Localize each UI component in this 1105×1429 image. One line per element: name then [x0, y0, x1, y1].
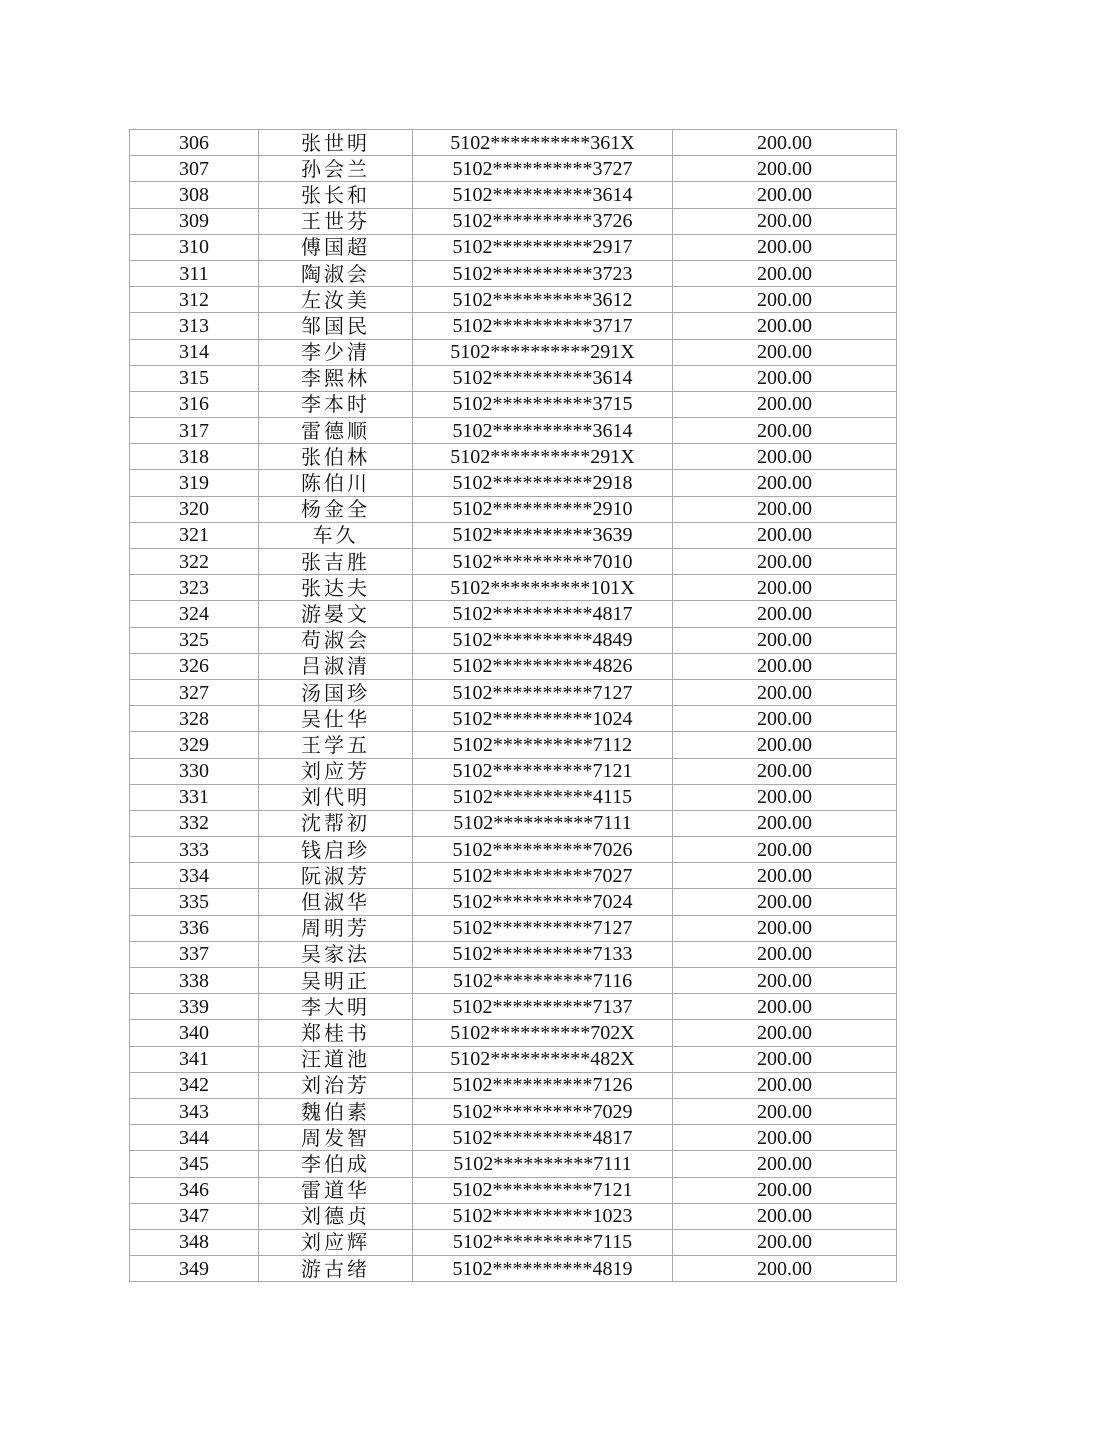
table-row	[130, 732, 897, 758]
id-number-cell: 5102**********1024	[413, 706, 673, 732]
amount-cell: 200.00	[673, 784, 897, 810]
amount-cell: 200.00	[673, 287, 897, 313]
amount-cell: 200.00	[673, 810, 897, 836]
table-row	[130, 130, 897, 156]
table-row	[130, 1046, 897, 1072]
id-number-cell: 5102**********2917	[413, 234, 673, 260]
table-row	[130, 1203, 897, 1229]
amount-cell: 200.00	[673, 522, 897, 548]
amount-cell: 200.00	[673, 1125, 897, 1151]
amount-cell: 200.00	[673, 941, 897, 967]
person-name-cell: 李少清	[259, 339, 413, 365]
row-index-cell: 345	[130, 1151, 259, 1177]
table-row	[130, 889, 897, 915]
subsidy-roster-table	[129, 129, 897, 1282]
table-row	[130, 1020, 897, 1046]
id-number-cell: 5102**********7024	[413, 889, 673, 915]
table-row	[130, 234, 897, 260]
table-row	[130, 1072, 897, 1098]
amount-cell: 200.00	[673, 863, 897, 889]
id-number-cell: 5102**********7126	[413, 1072, 673, 1098]
amount-cell: 200.00	[673, 365, 897, 391]
person-name-cell: 孙会兰	[259, 156, 413, 182]
id-number-cell: 5102**********7116	[413, 968, 673, 994]
amount-cell: 200.00	[673, 1151, 897, 1177]
person-name-cell: 游晏文	[259, 601, 413, 627]
table-row	[130, 1151, 897, 1177]
person-name-cell: 吕淑清	[259, 653, 413, 679]
person-name-cell: 阮淑芳	[259, 863, 413, 889]
id-number-cell: 5102**********3727	[413, 156, 673, 182]
amount-cell: 200.00	[673, 260, 897, 286]
id-number-cell: 5102**********7026	[413, 837, 673, 863]
row-index-cell: 313	[130, 313, 259, 339]
id-number-cell: 5102**********7112	[413, 732, 673, 758]
table-row	[130, 915, 897, 941]
table-row	[130, 1177, 897, 1203]
amount-cell: 200.00	[673, 470, 897, 496]
id-number-cell: 5102**********7127	[413, 915, 673, 941]
row-index-cell: 323	[130, 575, 259, 601]
table-row	[130, 444, 897, 470]
row-index-cell: 319	[130, 470, 259, 496]
row-index-cell: 344	[130, 1125, 259, 1151]
table-row	[130, 365, 897, 391]
amount-cell: 200.00	[673, 313, 897, 339]
amount-cell: 200.00	[673, 1020, 897, 1046]
person-name-cell: 王学五	[259, 732, 413, 758]
id-number-cell: 5102**********1023	[413, 1203, 673, 1229]
id-number-cell: 5102**********7121	[413, 1177, 673, 1203]
amount-cell: 200.00	[673, 1229, 897, 1255]
row-index-cell: 316	[130, 391, 259, 417]
amount-cell: 200.00	[673, 1046, 897, 1072]
amount-cell: 200.00	[673, 889, 897, 915]
person-name-cell: 苟淑会	[259, 627, 413, 653]
id-number-cell: 5102**********3723	[413, 260, 673, 286]
id-number-cell: 5102**********7133	[413, 941, 673, 967]
amount-cell: 200.00	[673, 915, 897, 941]
id-number-cell: 5102**********3639	[413, 522, 673, 548]
id-number-cell: 5102**********361X	[413, 130, 673, 156]
row-index-cell: 326	[130, 653, 259, 679]
person-name-cell: 李大明	[259, 994, 413, 1020]
person-name-cell: 车久	[259, 522, 413, 548]
id-number-cell: 5102**********291X	[413, 444, 673, 470]
table-row	[130, 549, 897, 575]
person-name-cell: 刘应芳	[259, 758, 413, 784]
table-row	[130, 941, 897, 967]
person-name-cell: 吴明正	[259, 968, 413, 994]
roster-table-body	[130, 130, 897, 1282]
amount-cell: 200.00	[673, 994, 897, 1020]
table-row	[130, 339, 897, 365]
id-number-cell: 5102**********2918	[413, 470, 673, 496]
id-number-cell: 5102**********7137	[413, 994, 673, 1020]
person-name-cell: 吴仕华	[259, 706, 413, 732]
amount-cell: 200.00	[673, 549, 897, 575]
id-number-cell: 5102**********4849	[413, 627, 673, 653]
table-row	[130, 601, 897, 627]
person-name-cell: 陈伯川	[259, 470, 413, 496]
row-index-cell: 346	[130, 1177, 259, 1203]
person-name-cell: 邹国民	[259, 313, 413, 339]
id-number-cell: 5102**********3612	[413, 287, 673, 313]
person-name-cell: 张达夫	[259, 575, 413, 601]
row-index-cell: 342	[130, 1072, 259, 1098]
row-index-cell: 340	[130, 1020, 259, 1046]
row-index-cell: 308	[130, 182, 259, 208]
table-row	[130, 575, 897, 601]
row-index-cell: 334	[130, 863, 259, 889]
table-row	[130, 968, 897, 994]
id-number-cell: 5102**********7115	[413, 1229, 673, 1255]
amount-cell: 200.00	[673, 1177, 897, 1203]
row-index-cell: 317	[130, 418, 259, 444]
id-number-cell: 5102**********2910	[413, 496, 673, 522]
person-name-cell: 雷德顺	[259, 418, 413, 444]
row-index-cell: 341	[130, 1046, 259, 1072]
id-number-cell: 5102**********4817	[413, 601, 673, 627]
person-name-cell: 左汝美	[259, 287, 413, 313]
row-index-cell: 332	[130, 810, 259, 836]
amount-cell: 200.00	[673, 679, 897, 705]
id-number-cell: 5102**********7111	[413, 810, 673, 836]
id-number-cell: 5102**********4817	[413, 1125, 673, 1151]
amount-cell: 200.00	[673, 391, 897, 417]
amount-cell: 200.00	[673, 496, 897, 522]
person-name-cell: 刘德贞	[259, 1203, 413, 1229]
person-name-cell: 刘应辉	[259, 1229, 413, 1255]
id-number-cell: 5102**********3614	[413, 365, 673, 391]
id-number-cell: 5102**********7029	[413, 1098, 673, 1124]
person-name-cell: 傅国超	[259, 234, 413, 260]
table-row	[130, 522, 897, 548]
id-number-cell: 5102**********4115	[413, 784, 673, 810]
person-name-cell: 刘治芳	[259, 1072, 413, 1098]
table-row	[130, 418, 897, 444]
row-index-cell: 306	[130, 130, 259, 156]
person-name-cell: 张长和	[259, 182, 413, 208]
person-name-cell: 郑桂书	[259, 1020, 413, 1046]
id-number-cell: 5102**********7121	[413, 758, 673, 784]
row-index-cell: 320	[130, 496, 259, 522]
amount-cell: 200.00	[673, 339, 897, 365]
row-index-cell: 324	[130, 601, 259, 627]
amount-cell: 200.00	[673, 653, 897, 679]
table-row	[130, 706, 897, 732]
row-index-cell: 343	[130, 1098, 259, 1124]
id-number-cell: 5102**********4826	[413, 653, 673, 679]
amount-cell: 200.00	[673, 758, 897, 784]
amount-cell: 200.00	[673, 444, 897, 470]
row-index-cell: 333	[130, 837, 259, 863]
table-row	[130, 1098, 897, 1124]
id-number-cell: 5102**********3614	[413, 182, 673, 208]
row-index-cell: 336	[130, 915, 259, 941]
person-name-cell: 雷道华	[259, 1177, 413, 1203]
row-index-cell: 327	[130, 679, 259, 705]
id-number-cell: 5102**********3717	[413, 313, 673, 339]
row-index-cell: 330	[130, 758, 259, 784]
row-index-cell: 325	[130, 627, 259, 653]
amount-cell: 200.00	[673, 1098, 897, 1124]
row-index-cell: 312	[130, 287, 259, 313]
row-index-cell: 331	[130, 784, 259, 810]
person-name-cell: 陶淑会	[259, 260, 413, 286]
table-row	[130, 496, 897, 522]
table-row	[130, 287, 897, 313]
table-row	[130, 863, 897, 889]
person-name-cell: 张吉胜	[259, 549, 413, 575]
table-row	[130, 182, 897, 208]
amount-cell: 200.00	[673, 1203, 897, 1229]
row-index-cell: 310	[130, 234, 259, 260]
row-index-cell: 318	[130, 444, 259, 470]
id-number-cell: 5102**********101X	[413, 575, 673, 601]
table-row	[130, 810, 897, 836]
person-name-cell: 张世明	[259, 130, 413, 156]
id-number-cell: 5102**********291X	[413, 339, 673, 365]
row-index-cell: 347	[130, 1203, 259, 1229]
table-row	[130, 627, 897, 653]
person-name-cell: 李本时	[259, 391, 413, 417]
amount-cell: 200.00	[673, 130, 897, 156]
id-number-cell: 5102**********7111	[413, 1151, 673, 1177]
table-row	[130, 1125, 897, 1151]
person-name-cell: 王世芬	[259, 208, 413, 234]
id-number-cell: 5102**********3715	[413, 391, 673, 417]
person-name-cell: 李熙林	[259, 365, 413, 391]
person-name-cell: 周明芳	[259, 915, 413, 941]
row-index-cell: 315	[130, 365, 259, 391]
person-name-cell: 张伯林	[259, 444, 413, 470]
table-row	[130, 653, 897, 679]
id-number-cell: 5102**********7027	[413, 863, 673, 889]
amount-cell: 200.00	[673, 601, 897, 627]
person-name-cell: 周发智	[259, 1125, 413, 1151]
amount-cell: 200.00	[673, 575, 897, 601]
amount-cell: 200.00	[673, 182, 897, 208]
amount-cell: 200.00	[673, 627, 897, 653]
amount-cell: 200.00	[673, 968, 897, 994]
id-number-cell: 5102**********7127	[413, 679, 673, 705]
row-index-cell: 335	[130, 889, 259, 915]
table-row	[130, 1229, 897, 1255]
id-number-cell: 5102**********4819	[413, 1256, 673, 1282]
row-index-cell: 348	[130, 1229, 259, 1255]
amount-cell: 200.00	[673, 706, 897, 732]
row-index-cell: 309	[130, 208, 259, 234]
amount-cell: 200.00	[673, 732, 897, 758]
table-row	[130, 470, 897, 496]
table-row	[130, 784, 897, 810]
amount-cell: 200.00	[673, 208, 897, 234]
id-number-cell: 5102**********7010	[413, 549, 673, 575]
table-row	[130, 994, 897, 1020]
table-row	[130, 679, 897, 705]
table-row	[130, 1256, 897, 1282]
row-index-cell: 322	[130, 549, 259, 575]
row-index-cell: 337	[130, 941, 259, 967]
row-index-cell: 349	[130, 1256, 259, 1282]
id-number-cell: 5102**********3614	[413, 418, 673, 444]
person-name-cell: 钱启珍	[259, 837, 413, 863]
person-name-cell: 吴家法	[259, 941, 413, 967]
person-name-cell: 杨金全	[259, 496, 413, 522]
row-index-cell: 338	[130, 968, 259, 994]
row-index-cell: 328	[130, 706, 259, 732]
id-number-cell: 5102**********3726	[413, 208, 673, 234]
amount-cell: 200.00	[673, 1072, 897, 1098]
person-name-cell: 但淑华	[259, 889, 413, 915]
amount-cell: 200.00	[673, 1256, 897, 1282]
table-row	[130, 260, 897, 286]
row-index-cell: 329	[130, 732, 259, 758]
table-row	[130, 156, 897, 182]
amount-cell: 200.00	[673, 234, 897, 260]
amount-cell: 200.00	[673, 156, 897, 182]
person-name-cell: 游古绪	[259, 1256, 413, 1282]
person-name-cell: 汤国珍	[259, 679, 413, 705]
person-name-cell: 汪道池	[259, 1046, 413, 1072]
row-index-cell: 311	[130, 260, 259, 286]
row-index-cell: 321	[130, 522, 259, 548]
person-name-cell: 刘代明	[259, 784, 413, 810]
table-row	[130, 208, 897, 234]
id-number-cell: 5102**********702X	[413, 1020, 673, 1046]
id-number-cell: 5102**********482X	[413, 1046, 673, 1072]
person-name-cell: 沈帮初	[259, 810, 413, 836]
amount-cell: 200.00	[673, 418, 897, 444]
person-name-cell: 魏伯素	[259, 1098, 413, 1124]
person-name-cell: 李伯成	[259, 1151, 413, 1177]
row-index-cell: 339	[130, 994, 259, 1020]
table-row	[130, 837, 897, 863]
table-row	[130, 391, 897, 417]
row-index-cell: 314	[130, 339, 259, 365]
table-row	[130, 313, 897, 339]
amount-cell: 200.00	[673, 837, 897, 863]
row-index-cell: 307	[130, 156, 259, 182]
table-row	[130, 758, 897, 784]
